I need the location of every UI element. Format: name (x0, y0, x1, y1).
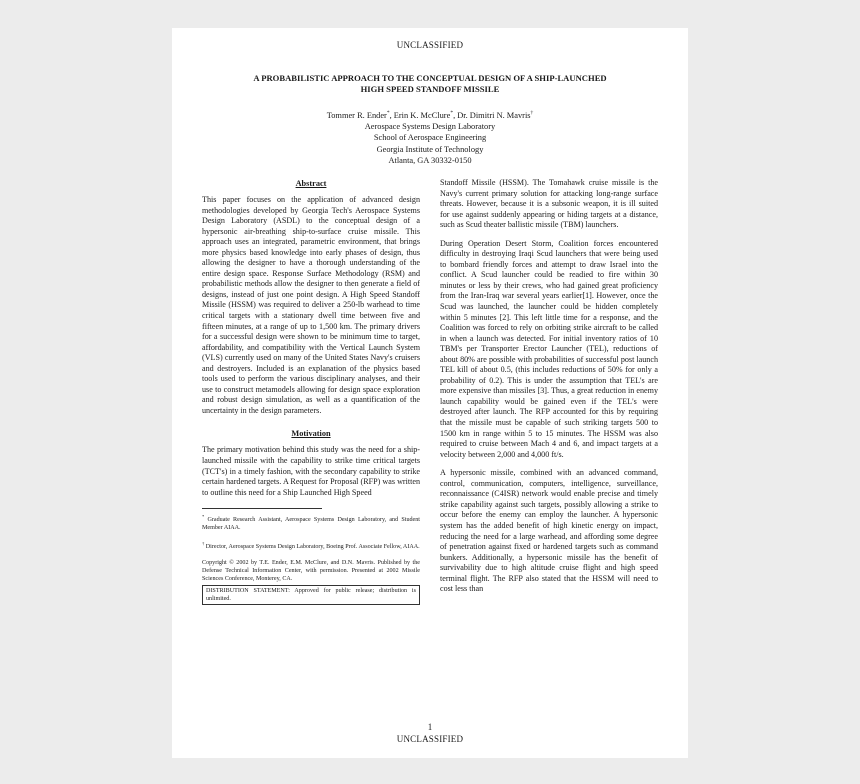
classification-header: UNCLASSIFIED (396, 40, 464, 50)
affiliation-line: Atlanta, GA 30332-0150 (388, 155, 472, 165)
left-column (202, 178, 420, 605)
body-paragraph: A hypersonic missile, combined with an advanced command, control, communication, computers, intelligence, surveillance, reconnaissance (C4ISR) network would enable precise and timely strike capability against such targets, possibly allowing a strike to occur before the enemy can employ the launcher. A hypersonic system has the added benefit of high kinetic energy on impact, reducing the need for a large warhead, and affording some degree of penetration against fixed or hardened targets such as command bunkers. Additionally, a hypersonic missile has the benefit of survivability due to high altitude cruise flight and high speed terminal flight. The RFP also stated that the HSSM will need to cost less than (440, 468, 658, 594)
paper-page (172, 28, 688, 758)
body-paragraph: Standoff Missile (HSSM). The Tomahawk cruise missile is the Navy's current primary solution for attacking long-range surface threats. However, because it is a subsonic weapon, it is ill suited for use against suddenly appearing or hiding targets at a distance, such as Scud theater ballistic missile (TBM) launchers. (440, 178, 658, 230)
title-line-2: HIGH SPEED STANDOFF MISSILE (360, 83, 500, 94)
footnotes (202, 513, 420, 605)
author-block (232, 108, 628, 166)
abstract-text: This paper focuses on the application of advanced design methodologies developed by Georgia Tech's Aerospace Systems Design Laboratory (ASDL) to the conceptual design of a hypersonic air-breathing ship-to-surface cruise missile. This approach uses an integrated, parametric environment, that brings more physics based knowledge into early phases of design, thus allowing the designer to have a thorough understanding of the entire design space. Response Surface Methodology (RSM) and probabilistic methods allow the designer to then generate a field of designs, instead of just one point design. A High Speed Standoff Missile (HSSM) was required to deliver a 250-lb warhead to time critical targets with a stationary dwell time between five and fifteen minutes, at a range of up to 1,500 km. The primary drivers for a successful design were shown to be minimum time to target, affordability, and compatibility with the Vertical Launch System (VLS) currently used on many of the United States Navy's cruisers and destroyers. Included is an explanation of the physics based tools used to perform the various disciplinary analyses, and their use to construct metamodels allowing for design space exploration and robust design simulation, as well as a quantification of the uncertainty in the design parameters. (202, 195, 420, 415)
paper-title (212, 73, 648, 94)
motivation-heading: Motivation (291, 429, 331, 439)
author-names: Tommer R. Ender*, Erin K. McClure*, Dr. Dimitri N. Mavris† (326, 110, 534, 120)
right-column (440, 178, 658, 595)
affiliation-line: Georgia Institute of Technology (376, 144, 484, 154)
abstract-heading: Abstract (295, 179, 327, 188)
motivation-text: The primary motivation behind this study was the need for a ship-launched missile with the capability to strike time critical targets (TCT's) in a timely fashion, with the secondary capability to strike certain hardened targets. A Request for Proposal (RFP) was written to outline this need for a Ship Launched High Speed (202, 445, 420, 497)
footnote-1: * Graduate Research Assistant, Aerospace Systems Design Laboratory, and Student Member AIAA. (202, 514, 420, 532)
copyright-note: Copyright © 2002 by T.E. Ender, E.M. McClure, and D.N. Mavris. Published by the Defense Technical Information Center, with permission. Presented at 2002 Missile Sciences Conference, Monterey, CA. (202, 560, 420, 583)
title-line-1: A PROBABILISTIC APPROACH TO THE CONCEPTUAL DESIGN OF A SHIP-LAUNCHED (253, 73, 607, 83)
distribution-statement: DISTRIBUTION STATEMENT: Approved for public release; distribution is unlimited. (202, 585, 420, 605)
footnote-rule (202, 508, 322, 509)
footnote-2: † Director, Aerospace Systems Design Laboratory, Boeing Prof. Associate Fellow, AIAA. (202, 541, 420, 551)
affiliation-line: Aerospace Systems Design Laboratory (364, 122, 496, 132)
affiliation-line: School of Aerospace Engineering (373, 133, 487, 143)
body-paragraph: During Operation Desert Storm, Coalition forces encountered difficulty in destroying Iraqi Scud launchers that were being used to bombard friendly forces and attempt to draw Israel into the conflict. A Scud launcher could be readied to fire within 30 minutes or less by their crews, who had gained great proficiency from the Iran-Iraq war several years earlier[1]. However, once the Scud was launched, the launcher could be hidden completely within 5 minutes [2]. This left little time for a response, and the Coalition was forced to rely on orbiting strike aircraft to be called in when a launch was detected. For initial inventory ratios of 10 TBM's per Transporter Erector Launcher (TEL), reductions of about 80% are possible with probabilities of successful post launch TEL kill of about 0.5, (this includes reductions of 50% for only a probability of 0.2). This is under the assumption that TEL's are more expensive than missiles [3]. Thus, a great reduction in enemy launch capability would be gained even if the TEL's were destroyed after launch. The RFP accounted for this by requiring that the missile must be capable of such striking targets 500 to 1500 km in range within 5 to 15 minutes. The HSSM was also required to cruise between Mach 4 and 6, and impact targets at a velocity between 2,000 and 4,000 ft/s. (440, 238, 658, 459)
page-number: 1 (427, 722, 433, 732)
classification-footer: UNCLASSIFIED (396, 734, 464, 744)
